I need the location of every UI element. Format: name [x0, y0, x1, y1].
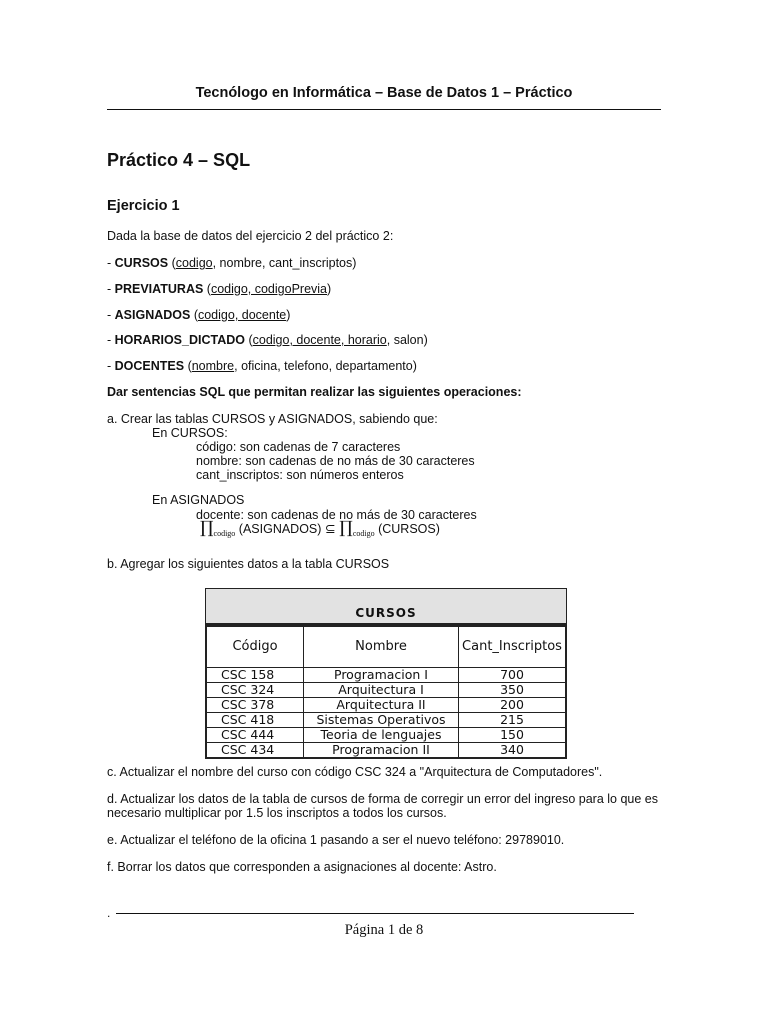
item-a-codigo: código: son cadenas de 7 caracteres: [196, 440, 401, 454]
schema-key: codigo: [175, 256, 213, 270]
schema-name: HORARIOS_DICTADO: [114, 333, 245, 347]
instruction-text: Dar sentencias SQL que permitan realizar las siguientes operaciones:: [107, 385, 522, 399]
table-caption: CURSOS: [206, 589, 566, 625]
projection-icon: ∏: [339, 518, 353, 538]
item-f-text: f. Borrar los datos que corresponden a asignaciones al docente: Astro.: [107, 860, 497, 874]
item-a-projection-formula: [200, 518, 440, 541]
schema-name: PREVIATURAS: [114, 282, 204, 296]
table-row: [207, 743, 566, 758]
cell-cant: 340: [459, 743, 566, 758]
table-header-row: [207, 626, 566, 668]
relation-asignados: (ASIGNADOS): [235, 522, 325, 536]
cell-nombre: Arquitectura II: [304, 698, 459, 713]
table-row: [207, 683, 566, 698]
schema-rest: ): [286, 308, 291, 322]
subset-icon: ⊆: [324, 522, 336, 537]
table-row: [207, 668, 566, 683]
cell-nombre: Programacion II: [304, 743, 459, 758]
page-number: Página 1 de 8: [344, 922, 424, 938]
item-d-text-line1: d. Actualizar los datos de la tabla de cursos de forma de corregir un error del ingreso para lo que es: [107, 792, 659, 806]
cell-cant: 350: [459, 683, 566, 698]
schema-cursos: [107, 256, 356, 270]
schema-key: codigo, codigoPrevia: [210, 282, 327, 296]
projection-subscript: codigo: [352, 529, 375, 538]
projection-subscript: codigo: [213, 529, 236, 538]
item-c-text: c. Actualizar el nombre del curso con código CSC 324 a "Arquitectura de Computadores".: [107, 765, 603, 779]
item-a-en-asignados: En ASIGNADOS: [152, 493, 245, 507]
schema-asignados: [107, 308, 290, 322]
schema-rest: , oficina, telefono, departamento): [234, 359, 417, 373]
schema-horarios-dictado: [107, 333, 428, 347]
schema-open: (: [244, 333, 253, 347]
column-header: Cant_Inscriptos: [459, 626, 566, 668]
footer-rule: [116, 913, 634, 914]
column-header: Nombre: [304, 626, 459, 668]
schema-key: codigo, docente: [197, 308, 287, 322]
cell-cant: 700: [459, 668, 566, 683]
schema-open: (: [168, 256, 176, 270]
cell-cant: 150: [459, 728, 566, 743]
schema-open: (: [184, 359, 192, 373]
schema-prefix: -: [107, 256, 115, 270]
cell-codigo: CSC 324: [207, 683, 304, 698]
item-b-text: b. Agregar los siguientes datos a la tabla CURSOS: [107, 557, 390, 571]
schema-open: (: [203, 282, 211, 296]
intro-text: Dada la base de datos del ejercicio 2 del práctico 2:: [107, 229, 394, 243]
schema-prefix: -: [107, 282, 115, 296]
schema-key: nombre: [191, 359, 235, 373]
footer-dot: .: [107, 906, 111, 920]
header-rule: [107, 109, 661, 110]
ejercicio-title: Ejercicio 1: [107, 198, 180, 214]
relation-cursos: (CURSOS): [374, 522, 440, 536]
cell-codigo: CSC 418: [207, 713, 304, 728]
cell-cant: 215: [459, 713, 566, 728]
column-header: Código: [207, 626, 304, 668]
schema-docentes: [107, 359, 417, 373]
schema-prefix: -: [107, 308, 115, 322]
cell-codigo: CSC 158: [207, 668, 304, 683]
item-e-text: e. Actualizar el teléfono de la oficina 1 pasando a ser el nuevo teléfono: 29789010.: [107, 833, 565, 847]
practico-title: Práctico 4 – SQL: [107, 150, 251, 170]
schema-name: DOCENTES: [114, 359, 185, 373]
table-row: [207, 728, 566, 743]
item-a-en-cursos: En CURSOS:: [152, 426, 228, 440]
document-header-title: Tecnólogo en Informática – Base de Datos 1 – Práctico: [195, 85, 573, 101]
schema-previaturas: [107, 282, 331, 296]
schema-prefix: -: [107, 333, 115, 347]
cell-codigo: CSC 378: [207, 698, 304, 713]
table-row: [207, 713, 566, 728]
cell-nombre: Arquitectura I: [304, 683, 459, 698]
item-a-nombre: nombre: son cadenas de no más de 30 caracteres: [196, 454, 475, 468]
item-a-docente: docente: son cadenas de no más de 30 caracteres: [196, 508, 477, 522]
schema-prefix: -: [107, 359, 115, 373]
schema-key: codigo, docente, horario: [252, 333, 387, 347]
cell-cant: 200: [459, 698, 566, 713]
item-a-cant: cant_inscriptos: son números enteros: [196, 468, 404, 482]
cell-nombre: Programacion I: [304, 668, 459, 683]
schema-open: (: [190, 308, 198, 322]
table-row: [207, 698, 566, 713]
schema-rest: , nombre, cant_inscriptos): [212, 256, 357, 270]
item-d-text-line2: necesario multiplicar por 1.5 los inscriptos a todos los cursos.: [107, 806, 447, 820]
schema-name: CURSOS: [114, 256, 169, 270]
schema-rest: , salon): [386, 333, 428, 347]
cell-nombre: Teoria de lenguajes: [304, 728, 459, 743]
schema-rest: ): [327, 282, 332, 296]
cursos-table: [205, 588, 567, 759]
item-a-text: a. Crear las tablas CURSOS y ASIGNADOS, sabiendo que:: [107, 412, 438, 426]
schema-name: ASIGNADOS: [114, 308, 191, 322]
cell-codigo: CSC 444: [207, 728, 304, 743]
cell-nombre: Sistemas Operativos: [304, 713, 459, 728]
cell-codigo: CSC 434: [207, 743, 304, 758]
projection-icon: ∏: [200, 518, 214, 538]
